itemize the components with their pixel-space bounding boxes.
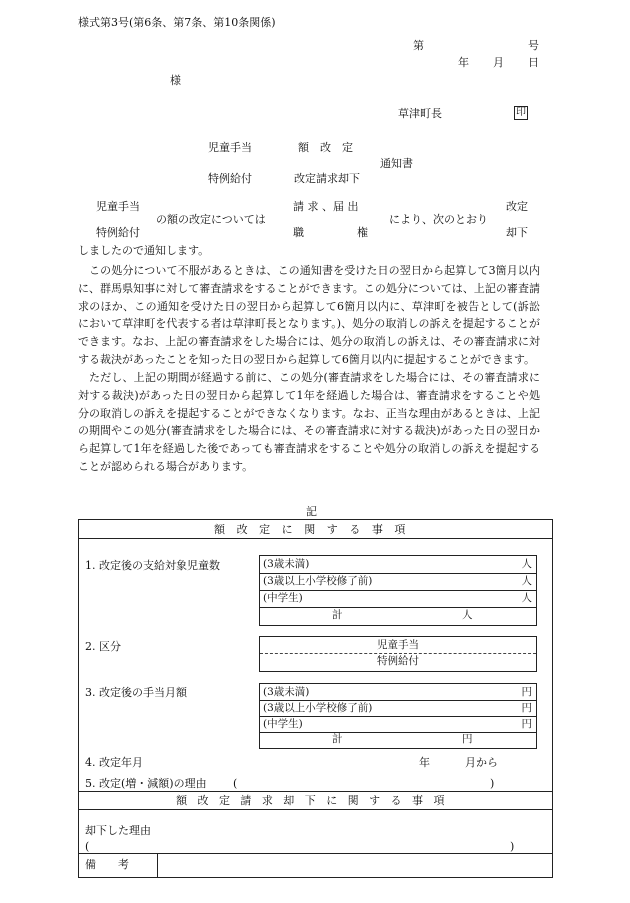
category-option-child-allowance: 児童手当	[377, 639, 419, 651]
body-b-top: 請 求 、届 出	[293, 200, 359, 213]
item4-label: 4. 改定年月	[85, 756, 143, 769]
body-c-top: 改定	[506, 200, 528, 213]
amount-row: (3歳以上小学校修了前) 円	[260, 700, 536, 717]
form-table	[78, 519, 553, 878]
children-count-table	[259, 555, 537, 626]
children-row: (3歳以上小学校修了前) 人	[260, 573, 536, 591]
section2-header: 額改定請求却下に関する事項	[176, 794, 455, 807]
children-row: (中学生) 人	[260, 590, 536, 608]
body-mid2: により、次のとおり	[389, 213, 488, 226]
item4-year: 年	[419, 756, 430, 769]
title-left-top: 児童手当	[208, 141, 252, 154]
item2-label: 2. 区分	[85, 640, 121, 653]
issuer-name: 草津町長	[398, 107, 442, 120]
section1-header: 額改定に関する事項	[214, 523, 417, 536]
title-right-top: 額 改 定	[298, 141, 353, 154]
form-id: 様式第3号(第6条、第7条、第10条関係)	[78, 16, 276, 29]
body-b-bottom-2: 権	[357, 226, 368, 239]
item5-close-paren: )	[490, 777, 495, 790]
body-c-bottom: 却下	[506, 226, 528, 239]
rejection-open-paren: (	[85, 840, 90, 853]
category-option-special-benefit: 特例給付	[377, 655, 419, 667]
category-box	[259, 636, 537, 672]
amount-total-row: 計 円	[332, 733, 473, 745]
addressee-suffix: 様	[170, 74, 181, 87]
body-tail: しましたので通知します。	[78, 244, 210, 257]
title-suffix: 通知書	[380, 157, 413, 170]
paragraph-appeal: この処分について不服があるときは、この通知書を受けた日の翌日から起算して3箇月以内に、群馬県知事に対して審査請求をすることができます。この処分については、上記の審査請求のほか、この通知を受けた日の翌日から起算して6箇月以内に、草津町を被告として(訴訟において草津町を代表する者は草津町長となります。)、処分の取消しの訴えを提起することができます。なお、上記の審査請求をした場合には、処分の取消しの訴えは、その審査請求に対する裁決があったことを知った日の翌日から起算して6箇月以内に提起することができます。	[78, 264, 540, 366]
item5-label: 5. 改定(増・減額)の理由	[85, 777, 207, 790]
monthly-amount-table	[259, 683, 537, 749]
item1-label: 1. 改定後の支給対象児童数	[85, 559, 220, 572]
doc-number-dai: 第	[413, 39, 424, 52]
doc-number-go: 号	[528, 39, 539, 52]
amount-row: (3歳未満) 円	[260, 684, 536, 701]
date-day: 日	[528, 56, 539, 69]
item3-label: 3. 改定後の手当月額	[85, 686, 187, 699]
item5-open-paren: (	[233, 777, 238, 790]
body-a-top: 児童手当	[96, 200, 140, 213]
title-left-bottom: 特例給付	[208, 172, 252, 185]
body-mid1: の額の改定については	[156, 213, 266, 226]
rejection-reason-label: 却下した理由	[85, 824, 151, 837]
body-a-bottom: 特例給付	[96, 226, 140, 239]
children-row: (3歳未満) 人	[260, 556, 536, 574]
rejection-close-paren: )	[510, 840, 515, 853]
paragraph-limitation: ただし、上記の期間が経過する前に、この処分(審査請求をした場合には、その審査請求に対する裁決)があった日の翌日から起算して1年を経過した場合は、審査請求をすることや処分の取消しの訴えを提起することができなくなります。なお、正当な理由があるときは、上記の期間やこの処分(審査請求をした場合には、その審査請求に対する裁決)があった日の翌日から起算して1年を経過した後であっても審査請求をすることや処分の取消しの訴えを提起することが認められる場合があります。	[78, 371, 540, 473]
remarks-label: 備 考	[85, 858, 129, 871]
children-total-row: 計 人	[332, 609, 473, 621]
item4-month-from: 月から	[465, 756, 498, 769]
seal-mark: 印	[516, 107, 526, 118]
amount-row: (中学生) 円	[260, 716, 536, 733]
date-year: 年	[458, 56, 469, 69]
ki-mark: 記	[306, 505, 317, 518]
date-month: 月	[493, 56, 504, 69]
body-b-bottom-1: 職	[293, 226, 304, 239]
title-right-bottom: 改定請求却下	[294, 172, 360, 185]
